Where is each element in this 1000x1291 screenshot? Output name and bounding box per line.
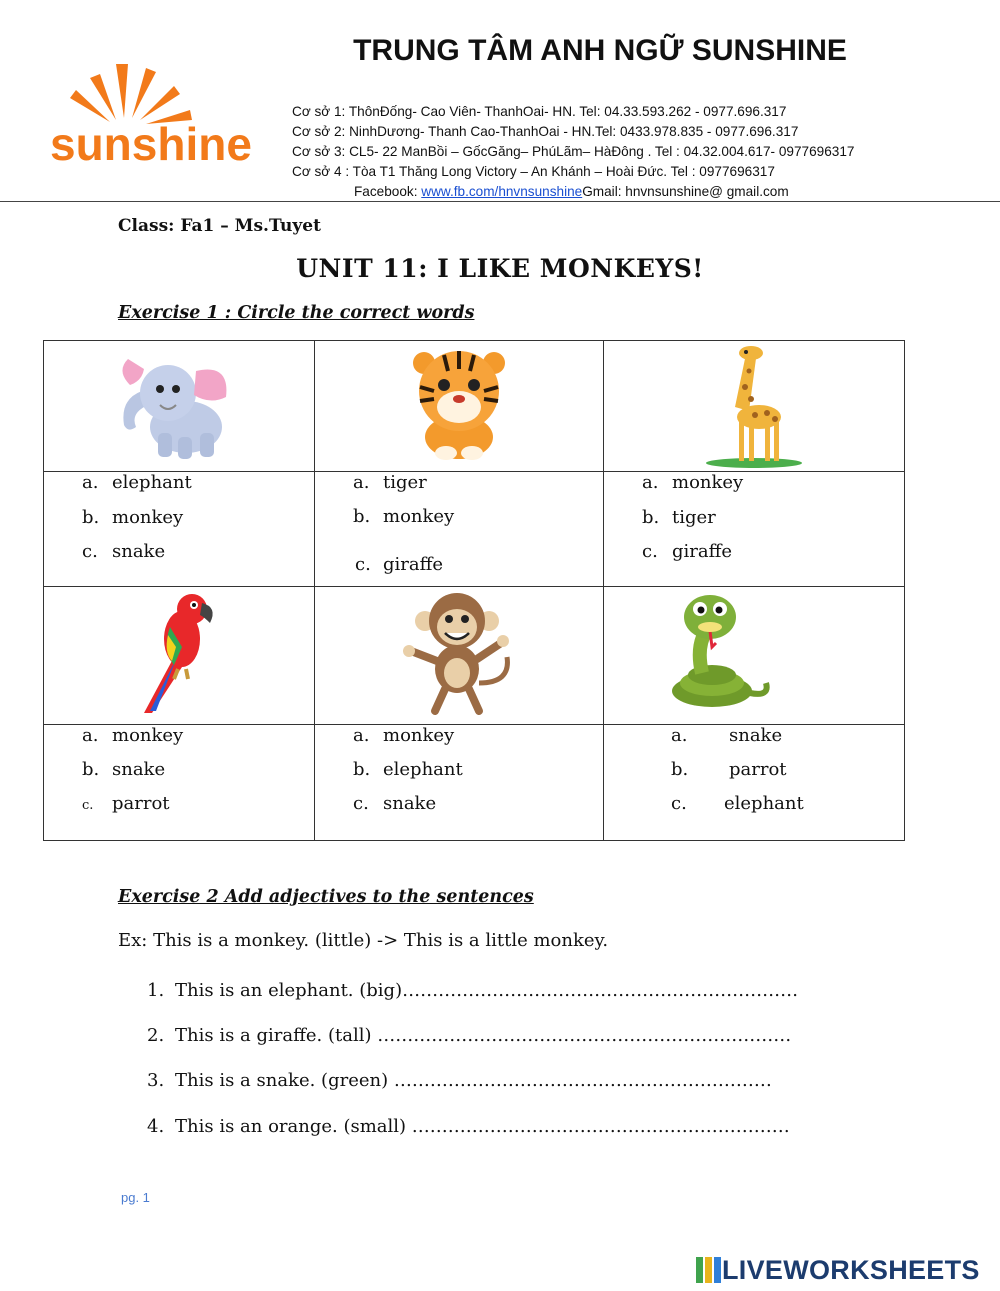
- image-cell: [315, 341, 604, 472]
- exercise-2-title: Exercise 2 Add adjectives to the sentences: [118, 887, 534, 907]
- option-a[interactable]: a. elephant: [82, 472, 192, 493]
- contact-line: [292, 182, 932, 202]
- branch-line-4: Cơ sở 4 : Tòa T1 Thăng Long Victory – An Khánh – Hoài Đức. Tel : 0977696317: [292, 164, 775, 179]
- option-b[interactable]: b. monkey: [82, 507, 184, 528]
- snake-icon: [666, 587, 776, 717]
- facebook-link[interactable]: www.fb.com/hnvnsunshine: [421, 184, 583, 199]
- exercise-1-table: [43, 340, 905, 841]
- branch-line-2: Cơ sở 2: NinhDương- Thanh Cao-ThanhOai - HN.Tel: 0433.978.835 - 0977.696.317: [292, 124, 799, 139]
- option-b[interactable]: b. elephant: [353, 759, 463, 780]
- option-c[interactable]: c. snake: [82, 541, 166, 562]
- gmail-text: Gmail: hnvnsunshine@ gmail.com: [582, 184, 789, 199]
- sentence-item[interactable]: 2. This is a giraffe. (tall) ……………………………………………………………: [147, 1025, 792, 1046]
- liveworksheets-text: LIVEWORKSHEETS: [722, 1254, 980, 1285]
- option-a[interactable]: a. monkey: [82, 725, 184, 746]
- options-cell: [315, 472, 604, 587]
- tiger-icon: [404, 341, 514, 465]
- image-cell: [604, 341, 905, 472]
- sentence-item[interactable]: 3. This is a snake. (green) ………………………………………………………: [147, 1070, 772, 1091]
- option-c[interactable]: c. giraffe: [355, 554, 444, 575]
- option-b[interactable]: b. snake: [82, 759, 166, 780]
- options-cell: [315, 725, 604, 841]
- sun-rays-icon: [50, 60, 260, 170]
- image-cell: [315, 587, 604, 725]
- option-a[interactable]: a. tiger: [353, 472, 427, 493]
- option-a[interactable]: a. monkey: [353, 725, 455, 746]
- exercise-1-title: Exercise 1 : Circle the correct words: [118, 303, 475, 323]
- unit-title: UNIT 11: I LIKE MONKEYS!: [296, 254, 704, 283]
- option-b[interactable]: b. parrot: [671, 759, 787, 780]
- page-number: pg. 1: [121, 1190, 150, 1205]
- elephant-icon: [114, 341, 244, 465]
- options-cell: [604, 725, 905, 841]
- sentence-item[interactable]: 1. This is an elephant. (big)…………………………………………………………: [147, 980, 799, 1001]
- facebook-label: Facebook:: [354, 184, 422, 199]
- option-c[interactable]: c. snake: [353, 793, 437, 814]
- option-a[interactable]: a. snake: [671, 725, 783, 746]
- option-c[interactable]: c. elephant: [671, 793, 804, 814]
- giraffe-icon: [699, 341, 809, 469]
- liveworksheets-logo-icon: [696, 1257, 722, 1283]
- branch-line-1: Cơ sở 1: ThônĐống- Cao Viên- ThanhOai- HN. Tel: 04.33.593.262 - 0977.696.317: [292, 104, 787, 119]
- example-sentence: Ex: This is a monkey. (little) -> This is a little monkey.: [118, 930, 609, 951]
- option-c[interactable]: c. parrot: [82, 793, 170, 814]
- image-cell: [604, 587, 905, 725]
- class-info: Class: Fa1 – Ms.Tuyet: [118, 216, 321, 236]
- branch-line-3: Cơ sở 3: CL5- 22 ManBồi – GốcGăng– PhúLãm– HàĐông . Tel : 04.32.004.617- 0977696317: [292, 144, 855, 159]
- sentence-item[interactable]: 4. This is an orange. (small) ………………………………………………………: [147, 1116, 790, 1137]
- image-cell: [44, 341, 315, 472]
- options-cell: [604, 472, 905, 587]
- option-c[interactable]: c. giraffe: [642, 541, 733, 562]
- logo-text: sunshine: [50, 118, 252, 170]
- image-cell: [44, 587, 315, 725]
- branch-info: [292, 102, 932, 202]
- option-a[interactable]: a. monkey: [642, 472, 744, 493]
- monkey-icon: [399, 587, 519, 719]
- option-b[interactable]: b. monkey: [353, 506, 455, 527]
- parrot-icon: [134, 587, 224, 717]
- sunshine-logo: [50, 60, 260, 170]
- header-divider: [0, 201, 1000, 202]
- options-cell: [44, 725, 315, 841]
- option-b[interactable]: b. tiger: [642, 507, 716, 528]
- center-title: TRUNG TÂM ANH NGỮ SUNSHINE: [353, 34, 847, 67]
- liveworksheets-brand: [696, 1254, 980, 1286]
- options-cell: [44, 472, 315, 587]
